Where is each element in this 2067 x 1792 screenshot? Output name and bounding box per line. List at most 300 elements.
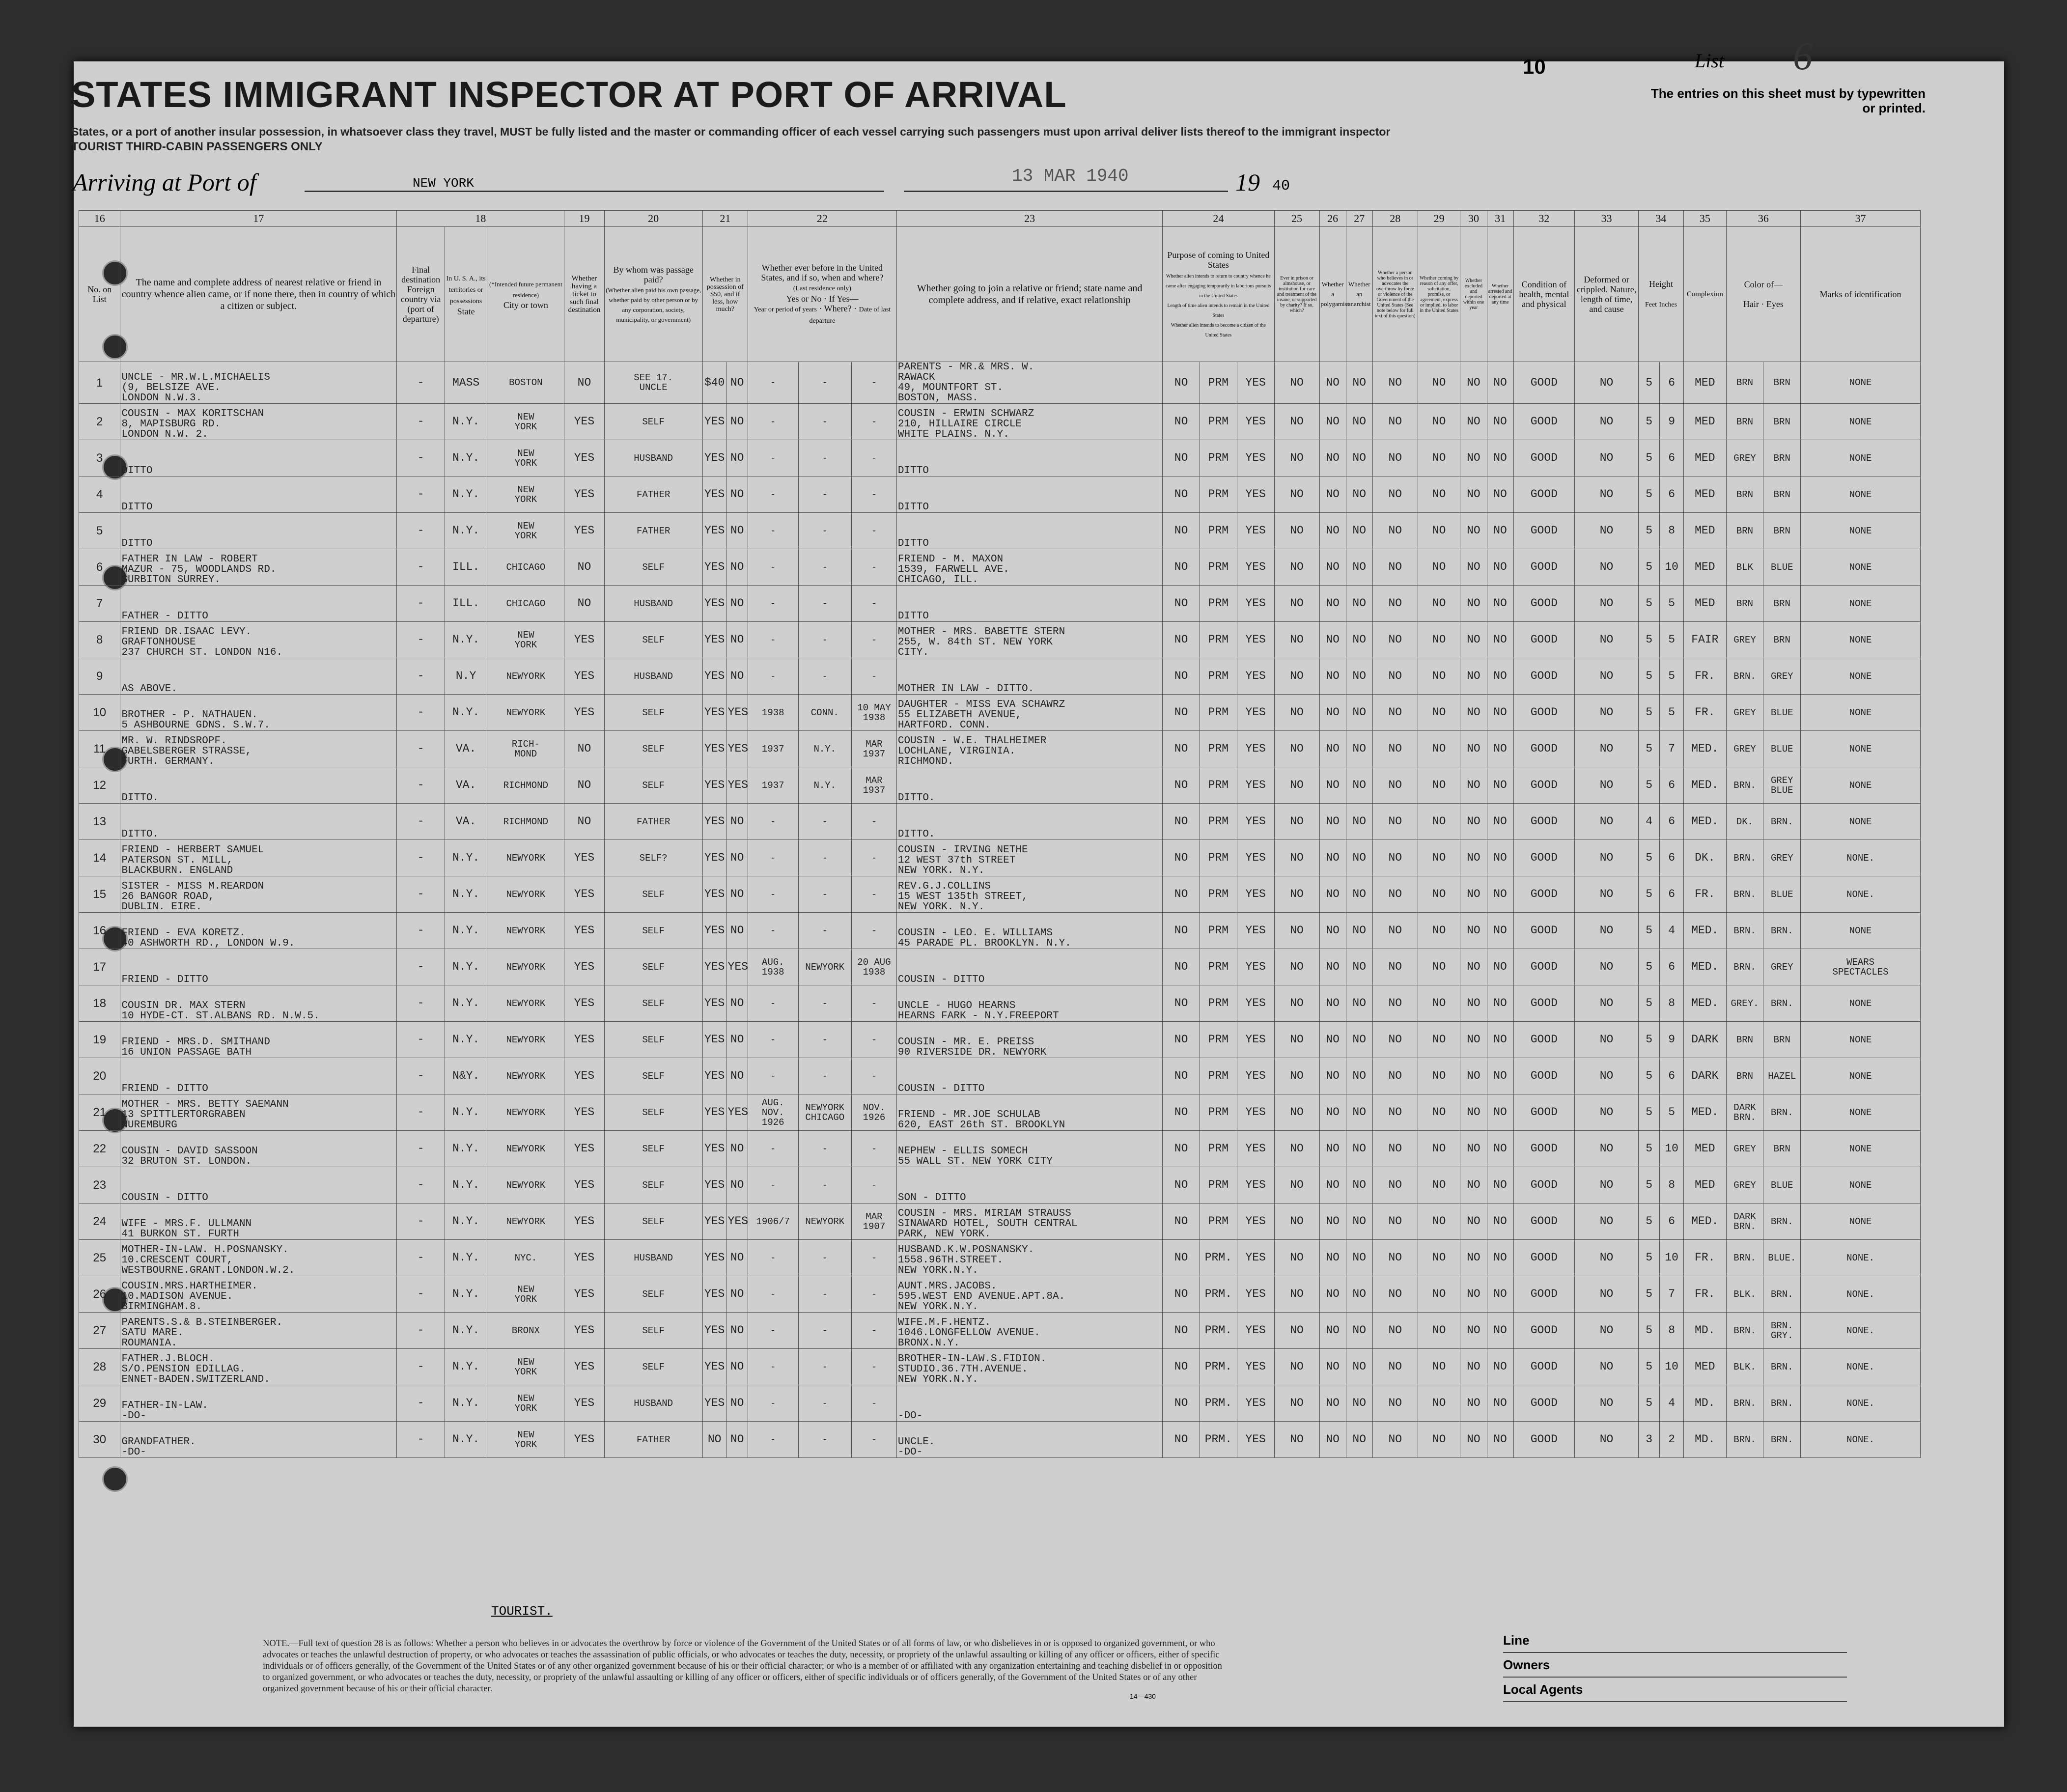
row-number: 20 <box>79 1058 120 1094</box>
overthrow-cell: NO <box>1372 1240 1418 1276</box>
height-inches-cell: 5 <box>1660 622 1684 658</box>
where-cell: - <box>798 476 851 513</box>
departure-cell: - <box>851 362 896 404</box>
deported-cell: NO <box>1487 985 1513 1022</box>
health-cell: GOOD <box>1513 476 1574 513</box>
joining-cell: MOTHER - MRS. BABETTE STERN 255, W. 84th ST. NEW YORK CITY. <box>896 622 1162 658</box>
health-cell: GOOD <box>1513 1204 1574 1240</box>
height-inches-cell: 10 <box>1660 1240 1684 1276</box>
marks-cell: NONE <box>1801 362 1921 404</box>
where-cell: - <box>798 804 851 840</box>
purpose-citizen-cell: YES <box>1237 949 1274 985</box>
column-number: 24 <box>1163 211 1274 227</box>
excluded-cell: NO <box>1460 731 1487 767</box>
via-cell: - <box>397 362 445 404</box>
marks-cell: NONE <box>1801 1204 1921 1240</box>
table-row <box>79 549 1921 586</box>
labor-offer-cell: NO <box>1418 476 1460 513</box>
excluded-cell: NO <box>1460 1313 1487 1349</box>
excluded-cell: NO <box>1460 476 1487 513</box>
state-cell: VA. <box>445 767 487 804</box>
state-cell: VA. <box>445 731 487 767</box>
hair-cell: BRN. <box>1726 1422 1763 1458</box>
deformed-cell: NO <box>1575 658 1639 695</box>
departure-cell: - <box>851 985 896 1022</box>
passage-paid-cell: SELF <box>604 622 702 658</box>
via-cell: - <box>397 840 445 876</box>
hair-cell: GREY <box>1726 440 1763 476</box>
purpose-return-cell: NO <box>1163 1385 1200 1422</box>
deformed-cell: NO <box>1575 476 1639 513</box>
header-hair: Hair <box>1743 299 1759 309</box>
where-cell: NEWYORK <box>798 1204 851 1240</box>
header-possession-50: Whether in possession of $50, and if less, how much? <box>702 227 748 362</box>
row-number: 9 <box>79 658 120 695</box>
deformed-cell: NO <box>1575 767 1639 804</box>
departure-cell: - <box>851 658 896 695</box>
table-row <box>79 1385 1921 1422</box>
via-cell: - <box>397 876 445 913</box>
overthrow-cell: NO <box>1372 1385 1418 1422</box>
year-cell: - <box>748 1167 798 1204</box>
table-row <box>79 362 1921 404</box>
purpose-citizen-cell: YES <box>1237 913 1274 949</box>
table-row <box>79 1058 1921 1094</box>
nearest-relative-cell: BROTHER - P. NATHAUEN. 5 ASHBOURNE GDNS. S.W.7. <box>120 695 397 731</box>
marks-cell: NONE. <box>1801 1422 1921 1458</box>
where-cell: - <box>798 1167 851 1204</box>
passage-paid-cell: SELF <box>604 1276 702 1313</box>
footer-signature-block <box>1503 1628 1847 1702</box>
where-cell: - <box>798 1058 851 1094</box>
purpose-return-cell: NO <box>1163 586 1200 622</box>
eyes-cell: BLUE. <box>1763 1240 1801 1276</box>
deported-cell: NO <box>1487 1058 1513 1094</box>
purpose-citizen-cell: YES <box>1237 985 1274 1022</box>
ticket-cell: YES <box>564 1349 604 1385</box>
state-cell: N.Y. <box>445 985 487 1022</box>
purpose-citizen-cell: YES <box>1237 1240 1274 1276</box>
prison-cell: NO <box>1274 1422 1319 1458</box>
year-prefix: 19 <box>1235 168 1260 196</box>
hair-cell: BRN. <box>1726 1240 1763 1276</box>
health-cell: GOOD <box>1513 404 1574 440</box>
hair-cell: BRN <box>1726 404 1763 440</box>
prison-cell: NO <box>1274 622 1319 658</box>
prison-cell: NO <box>1274 1204 1319 1240</box>
nearest-relative-cell: SISTER - MISS M.REARDON 26 BANGOR ROAD, DUBLIN. EIRE. <box>120 876 397 913</box>
purpose-citizen-cell: YES <box>1237 1167 1274 1204</box>
polygamist-cell: NO <box>1319 949 1346 985</box>
purpose-length-cell: PRM <box>1200 804 1237 840</box>
labor-offer-cell: NO <box>1418 622 1460 658</box>
height-inches-cell: 8 <box>1660 513 1684 549</box>
health-cell: GOOD <box>1513 1131 1574 1167</box>
departure-cell: - <box>851 1385 896 1422</box>
overthrow-cell: NO <box>1372 586 1418 622</box>
via-cell: - <box>397 1276 445 1313</box>
header-col25: Ever in prison or almshouse, or institution for care and treatment of the insane, or supported by charity? If so, which? <box>1274 227 1319 362</box>
money-cell: YES <box>702 1131 726 1167</box>
complexion-cell: MED. <box>1684 913 1727 949</box>
overthrow-cell: NO <box>1372 404 1418 440</box>
where-cell: - <box>798 622 851 658</box>
departure-cell: - <box>851 549 896 586</box>
deported-cell: NO <box>1487 1204 1513 1240</box>
labor-offer-cell: NO <box>1418 440 1460 476</box>
passage-paid-cell: SELF <box>604 1131 702 1167</box>
marks-cell: NONE <box>1801 549 1921 586</box>
row-number: 15 <box>79 876 120 913</box>
joining-cell: PARENTS - MR.& MRS. W. RAWACK 49, MOUNTFORT ST. BOSTON, MASS. <box>896 362 1162 404</box>
hair-cell: GREY <box>1726 1167 1763 1204</box>
height-feet-cell: 5 <box>1639 1058 1660 1094</box>
purpose-citizen-cell: YES <box>1237 840 1274 876</box>
row-number: 2 <box>79 404 120 440</box>
city-cell: NEWYORK <box>487 949 564 985</box>
deformed-cell: NO <box>1575 586 1639 622</box>
passage-paid-cell: SELF <box>604 1167 702 1204</box>
marks-cell: NONE. <box>1801 1276 1921 1313</box>
header-destination-note: (*Intended future permanent residence) <box>489 280 562 299</box>
arrival-date-stamp: 13 MAR 1940 <box>1012 166 1129 186</box>
state-cell: N.Y. <box>445 695 487 731</box>
overthrow-cell: NO <box>1372 985 1418 1022</box>
prison-cell: NO <box>1274 1313 1319 1349</box>
been-before-cell: NO <box>726 1240 748 1276</box>
purpose-citizen-cell: YES <box>1237 1313 1274 1349</box>
marks-cell: NONE <box>1801 404 1921 440</box>
deformed-cell: NO <box>1575 840 1639 876</box>
anarchist-cell: NO <box>1346 1058 1372 1094</box>
health-cell: GOOD <box>1513 440 1574 476</box>
height-inches-cell: 4 <box>1660 913 1684 949</box>
height-feet-cell: 3 <box>1639 1422 1660 1458</box>
form-code: 14—430 <box>1130 1692 1156 1700</box>
height-inches-cell: 8 <box>1660 1167 1684 1204</box>
passage-paid-cell: SELF <box>604 1094 702 1131</box>
nearest-relative-cell: FRIEND - DITTO <box>120 1058 397 1094</box>
via-cell: - <box>397 1385 445 1422</box>
header-condition: Condition of health, mental and physical <box>1513 227 1574 362</box>
purpose-length-cell: PRM <box>1200 513 1237 549</box>
hair-cell: DARK BRN. <box>1726 1204 1763 1240</box>
overthrow-cell: NO <box>1372 362 1418 404</box>
row-number: 28 <box>79 1349 120 1385</box>
ticket-cell: YES <box>564 404 604 440</box>
row-number: 24 <box>79 1204 120 1240</box>
health-cell: GOOD <box>1513 658 1574 695</box>
state-cell: ILL. <box>445 549 487 586</box>
height-inches-cell: 6 <box>1660 440 1684 476</box>
health-cell: GOOD <box>1513 695 1574 731</box>
table-row <box>79 1349 1921 1385</box>
prison-cell: NO <box>1274 476 1319 513</box>
passage-paid-cell: HUSBAND <box>604 1240 702 1276</box>
city-cell: NEWYORK <box>487 658 564 695</box>
state-cell: MASS <box>445 362 487 404</box>
ticket-cell: NO <box>564 586 604 622</box>
marks-cell: NONE <box>1801 804 1921 840</box>
subtitle-class: TOURIST THIRD-CABIN PASSENGERS ONLY <box>71 140 323 153</box>
purpose-citizen-cell: YES <box>1237 1204 1274 1240</box>
year-cell: 1938 <box>748 695 798 731</box>
passage-paid-cell: SELF <box>604 1313 702 1349</box>
state-cell: N.Y. <box>445 404 487 440</box>
eyes-cell: BRN <box>1763 440 1801 476</box>
purpose-citizen-cell: YES <box>1237 476 1274 513</box>
list-number: 6 <box>1793 35 1813 78</box>
excluded-cell: NO <box>1460 1131 1487 1167</box>
purpose-citizen-cell: YES <box>1237 1349 1274 1385</box>
deported-cell: NO <box>1487 876 1513 913</box>
height-feet-cell: 5 <box>1639 840 1660 876</box>
purpose-citizen-cell: YES <box>1237 804 1274 840</box>
labor-offer-cell: NO <box>1418 1240 1460 1276</box>
eyes-cell: BLUE <box>1763 1167 1801 1204</box>
passage-paid-cell: SELF <box>604 913 702 949</box>
been-before-cell: NO <box>726 1058 748 1094</box>
via-cell: - <box>397 549 445 586</box>
joining-cell: COUSIN - MR. E. PREISS 90 RIVERSIDE DR. NEWYORK <box>896 1022 1162 1058</box>
height-feet-cell: 5 <box>1639 1349 1660 1385</box>
eyes-cell: BRN. GRY. <box>1763 1313 1801 1349</box>
nearest-relative-cell: COUSIN - DAVID SASSOON 32 BRUTON ST. LONDON. <box>120 1131 397 1167</box>
deported-cell: NO <box>1487 804 1513 840</box>
header-marks: Marks of identification <box>1801 227 1921 362</box>
header-ever-before: Whether ever before in the United States, and if so, when and where? (Last residence only) Yes or No · If Yes— Year or period of years · Where? · Date of last departure <box>748 227 896 362</box>
overthrow-cell: NO <box>1372 476 1418 513</box>
anarchist-cell: NO <box>1346 586 1372 622</box>
eyes-cell: BLUE <box>1763 731 1801 767</box>
marks-cell: NONE <box>1801 513 1921 549</box>
labor-offer-cell: NO <box>1418 1313 1460 1349</box>
purpose-return-cell: NO <box>1163 1022 1200 1058</box>
purpose-return-cell: NO <box>1163 1349 1200 1385</box>
prison-cell: NO <box>1274 876 1319 913</box>
hair-cell: BRN <box>1726 513 1763 549</box>
state-cell: N.Y. <box>445 949 487 985</box>
ticket-cell: YES <box>564 1276 604 1313</box>
ticket-cell: YES <box>564 1204 604 1240</box>
complexion-cell: FR. <box>1684 1276 1727 1313</box>
health-cell: GOOD <box>1513 1022 1574 1058</box>
where-cell: N.Y. <box>798 731 851 767</box>
purpose-length-cell: PRM <box>1200 767 1237 804</box>
nearest-relative-cell: FATHER - DITTO <box>120 586 397 622</box>
header-color-of-text: Color of— <box>1744 280 1783 289</box>
eyes-cell: BRN <box>1763 476 1801 513</box>
polygamist-cell: NO <box>1319 513 1346 549</box>
overthrow-cell: NO <box>1372 1058 1418 1094</box>
eyes-cell: BRN. <box>1763 1422 1801 1458</box>
via-cell: - <box>397 586 445 622</box>
table-row <box>79 404 1921 440</box>
passage-paid-cell: FATHER <box>604 1422 702 1458</box>
polygamist-cell: NO <box>1319 476 1346 513</box>
money-cell: YES <box>702 1276 726 1313</box>
complexion-cell: FAIR <box>1684 622 1727 658</box>
ticket-cell: NO <box>564 767 604 804</box>
anarchist-cell: NO <box>1346 1422 1372 1458</box>
passage-paid-cell: FATHER <box>604 804 702 840</box>
overthrow-cell: NO <box>1372 913 1418 949</box>
purpose-return-cell: NO <box>1163 840 1200 876</box>
anarchist-cell: NO <box>1346 513 1372 549</box>
deformed-cell: NO <box>1575 1167 1639 1204</box>
column-number: 20 <box>604 211 702 227</box>
been-before-cell: NO <box>726 1131 748 1167</box>
city-cell: NEWYORK <box>487 876 564 913</box>
eyes-cell: BRN <box>1763 586 1801 622</box>
passage-paid-cell: HUSBAND <box>604 658 702 695</box>
money-cell: YES <box>702 913 726 949</box>
state-cell: N.Y. <box>445 1022 487 1058</box>
marks-cell: NONE. <box>1801 1385 1921 1422</box>
state-cell: N.Y. <box>445 1349 487 1385</box>
city-cell: NEWYORK <box>487 1167 564 1204</box>
polygamist-cell: NO <box>1319 549 1346 586</box>
health-cell: GOOD <box>1513 1094 1574 1131</box>
height-feet-cell: 5 <box>1639 440 1660 476</box>
row-number: 22 <box>79 1131 120 1167</box>
height-inches-cell: 10 <box>1660 549 1684 586</box>
anarchist-cell: NO <box>1346 362 1372 404</box>
labor-offer-cell: NO <box>1418 1349 1460 1385</box>
marks-cell: NONE <box>1801 695 1921 731</box>
anarchist-cell: NO <box>1346 476 1372 513</box>
joining-cell: DITTO <box>896 476 1162 513</box>
purpose-citizen-cell: YES <box>1237 404 1274 440</box>
eyes-cell: GREY <box>1763 949 1801 985</box>
purpose-citizen-cell: YES <box>1237 1094 1274 1131</box>
complexion-cell: MED <box>1684 549 1727 586</box>
excluded-cell: NO <box>1460 1349 1487 1385</box>
money-cell: YES <box>702 404 726 440</box>
year-cell: 1906/7 <box>748 1204 798 1240</box>
table-row <box>79 1167 1921 1204</box>
city-cell: NEWYORK <box>487 695 564 731</box>
been-before-cell: NO <box>726 622 748 658</box>
anarchist-cell: NO <box>1346 1094 1372 1131</box>
ticket-cell: YES <box>564 513 604 549</box>
been-before-cell: YES <box>726 731 748 767</box>
nearest-relative-cell: FATHER.J.BLOCH. S/O.PENSION EDILLAG. ENNET-BADEN.SWITZERLAND. <box>120 1349 397 1385</box>
joining-cell: -DO- <box>896 1385 1162 1422</box>
polygamist-cell: NO <box>1319 1204 1346 1240</box>
deformed-cell: NO <box>1575 876 1639 913</box>
year-cell: - <box>748 1240 798 1276</box>
departure-cell: - <box>851 1058 896 1094</box>
year-cell: - <box>748 1131 798 1167</box>
height-feet-cell: 5 <box>1639 1204 1660 1240</box>
anarchist-cell: NO <box>1346 949 1372 985</box>
polygamist-cell: NO <box>1319 1385 1346 1422</box>
joining-cell: COUSIN - MRS. MIRIAM STRAUSS SINAWARD HOTEL, SOUTH CENTRAL PARK, NEW YORK. <box>896 1204 1162 1240</box>
complexion-cell: MED <box>1684 440 1727 476</box>
anarchist-cell: NO <box>1346 876 1372 913</box>
purpose-return-cell: NO <box>1163 731 1200 767</box>
nearest-relative-cell: DITTO. <box>120 767 397 804</box>
ticket-cell: YES <box>564 440 604 476</box>
been-before-cell: NO <box>726 362 748 404</box>
where-cell: - <box>798 440 851 476</box>
row-number: 30 <box>79 1422 120 1458</box>
polygamist-cell: NO <box>1319 1276 1346 1313</box>
where-cell: - <box>798 1349 851 1385</box>
health-cell: GOOD <box>1513 1422 1574 1458</box>
purpose-citizen-cell: YES <box>1237 767 1274 804</box>
where-cell: - <box>798 876 851 913</box>
via-cell: - <box>397 513 445 549</box>
ticket-cell: YES <box>564 876 604 913</box>
city-cell: NEW YORK <box>487 622 564 658</box>
hair-cell: BRN <box>1726 586 1763 622</box>
departure-cell: - <box>851 1313 896 1349</box>
departure-cell: - <box>851 622 896 658</box>
anarchist-cell: NO <box>1346 1204 1372 1240</box>
row-number: 27 <box>79 1313 120 1349</box>
departure-cell: - <box>851 876 896 913</box>
purpose-citizen-cell: YES <box>1237 1058 1274 1094</box>
row-number: 16 <box>79 913 120 949</box>
where-cell: N.Y. <box>798 767 851 804</box>
purpose-return-cell: NO <box>1163 1058 1200 1094</box>
deformed-cell: NO <box>1575 731 1639 767</box>
deformed-cell: NO <box>1575 913 1639 949</box>
purpose-length-cell: PRM. <box>1200 1313 1237 1349</box>
city-cell: CHICAGO <box>487 549 564 586</box>
labor-offer-cell: NO <box>1418 731 1460 767</box>
column-number: 27 <box>1346 211 1372 227</box>
state-cell: ILL. <box>445 586 487 622</box>
health-cell: GOOD <box>1513 876 1574 913</box>
been-before-cell: NO <box>726 586 748 622</box>
nearest-relative-cell: COUSIN - MAX KORITSCHAN 8, MAPISBURG RD. LONDON N.W. 2. <box>120 404 397 440</box>
health-cell: GOOD <box>1513 985 1574 1022</box>
purpose-citizen-cell: YES <box>1237 440 1274 476</box>
polygamist-cell: NO <box>1319 362 1346 404</box>
header-year-period: Year or period of years <box>754 306 817 313</box>
header-col24a: Whether alien intends to return to country whence he came after engaging temporarily in laborious pursuits in the United States <box>1166 274 1271 299</box>
ticket-cell: YES <box>564 985 604 1022</box>
deformed-cell: NO <box>1575 1313 1639 1349</box>
labor-offer-cell: NO <box>1418 1167 1460 1204</box>
column-number: 35 <box>1684 211 1727 227</box>
labor-offer-cell: NO <box>1418 1058 1460 1094</box>
via-cell: - <box>397 949 445 985</box>
height-inches-cell: 6 <box>1660 1204 1684 1240</box>
purpose-citizen-cell: YES <box>1237 362 1274 404</box>
prison-cell: NO <box>1274 767 1319 804</box>
departure-cell: - <box>851 440 896 476</box>
excluded-cell: NO <box>1460 767 1487 804</box>
labor-offer-cell: NO <box>1418 586 1460 622</box>
complexion-cell: FR. <box>1684 876 1727 913</box>
year-cell: 1937 <box>748 731 798 767</box>
ticket-cell: YES <box>564 1094 604 1131</box>
labor-offer-cell: NO <box>1418 1385 1460 1422</box>
header-passage-paid-text: By whom was passage paid? <box>613 265 694 284</box>
state-cell: N.Y. <box>445 1422 487 1458</box>
state-cell: N.Y. <box>445 840 487 876</box>
been-before-cell: NO <box>726 1022 748 1058</box>
table-row <box>79 767 1921 804</box>
header-where: Where? <box>824 303 852 313</box>
height-inches-cell: 5 <box>1660 695 1684 731</box>
where-cell: - <box>798 513 851 549</box>
deported-cell: NO <box>1487 695 1513 731</box>
